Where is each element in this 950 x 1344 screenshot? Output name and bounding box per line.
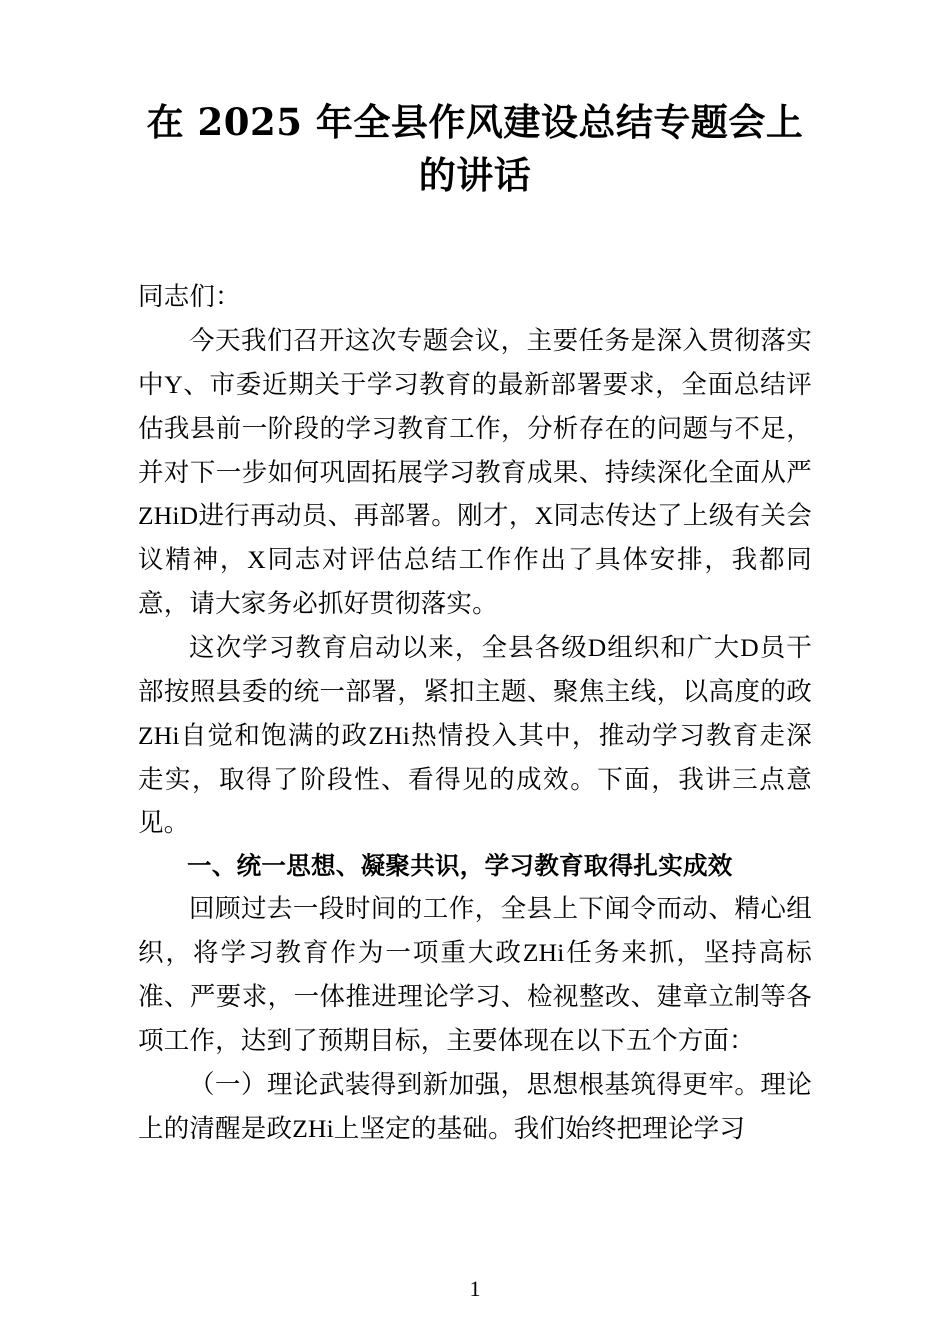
body-paragraph-2: 这次学习教育启动以来，全县各级D组织和广大D员干部按照县委的统一部署，紧扣主题、聚焦主线，以高度的政ZHi自觉和饱满的政ZHi热情投入其中，推动学习教育走深走实，取得了阶段性、看得见的成效。下面，我讲三点意见。 — [138, 632, 812, 838]
salutation: 同志们： — [138, 282, 241, 312]
section-paragraph-2: （一）理论武装得到新加强，思想根基筑得更牢。理论上的清醒是政ZHi上坚定的基础。我们始终把理论学习 — [138, 1069, 812, 1143]
title-spacer — [138, 201, 812, 275]
page-title: 在 2025 年全县作风建设总结专题会上的讲话 — [146, 100, 804, 197]
section-heading-1: 一、统一思想、凝聚共识，学习教育取得扎实成效 — [187, 851, 733, 881]
body-paragraph-1: 今天我们召开这次专题会议，主要任务是深入贯彻落实中Y、市委近期关于学习教育的最新部署要求，全面总结评估我县前一阶段的学习教育工作，分析存在的问题与不足，并对下一步如何巩固拓展学习教育成果、持续深化全面从严ZHiD进行再动员、再部署。刚才，X同志传达了上级有关会议精神，X同志对评估总结工作作出了具体安排，我都同意，请大家务必抓好贯彻落实。 — [138, 325, 812, 619]
section-paragraph-1: 回顾过去一段时间的工作，全县上下闻令而动、精心组织，将学习教育作为一项重大政ZHi任务来抓，坚持高标准、严要求，一体推进理论学习、检视整改、建章立制等各项工作，达到了预期目标，主要体现在以下五个方面： — [138, 894, 812, 1055]
page-number: 1 — [469, 1276, 481, 1301]
